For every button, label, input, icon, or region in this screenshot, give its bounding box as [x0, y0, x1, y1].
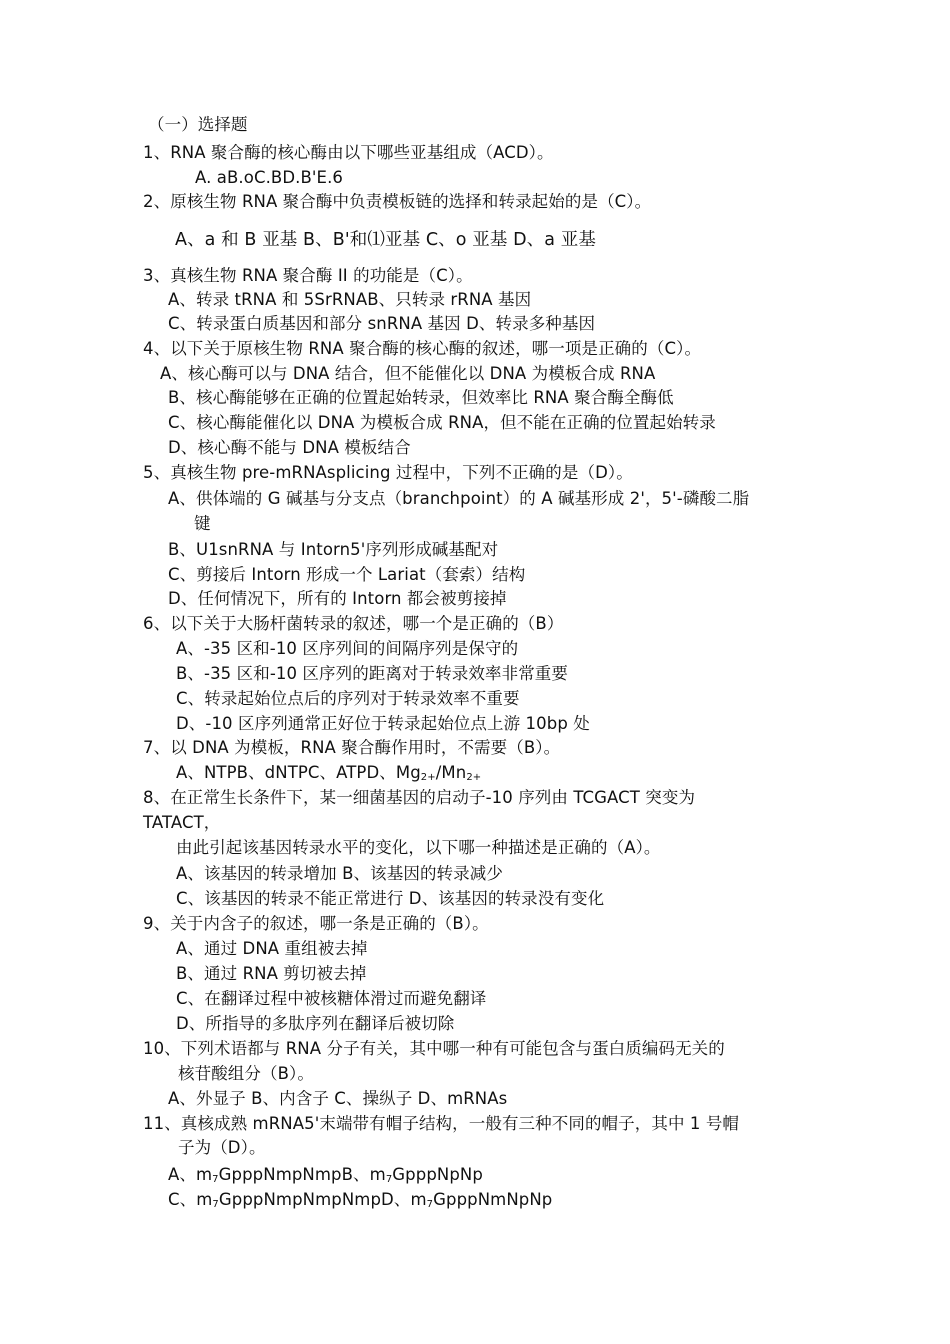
- q10-stem-line1: 10、下列术语都与 RNA 分子有关，其中哪一种有可能包含与蛋白质编码无关的: [143, 1039, 725, 1058]
- q11-stem-line1: 11、真核成熟 mRNA5'末端带有帽子结构，一般有三种不同的帽子，其中 1 号帽: [143, 1114, 740, 1133]
- q7-options-sup1: 2+: [420, 772, 436, 783]
- q9-option-d: D、所指导的多肽序列在翻译后被切除: [176, 1014, 455, 1033]
- q7-options: [176, 761, 481, 788]
- q8-options-line1: A、该基因的转录增加 B、该基因的转录减少: [176, 864, 503, 883]
- q5-option-a-line1: A、供体端的 G 碱基与分支点（branchpoint）的 A 碱基形成 2'，5'-磷酸二脂: [168, 489, 750, 508]
- q1-options: A. aB.oC.BD.B'E.6: [195, 168, 344, 187]
- q7-options-main: A、NTPB、dNTPC、ATPD、Mg: [176, 763, 421, 782]
- q6-option-d: D、-10 区序列通常正好位于转录起始位点上游 10bp 处: [176, 714, 590, 733]
- q8-stem-line1: 8、在正常生长条件下，某一细菌基因的启动子-10 序列由 TCGACT 突变为: [143, 788, 696, 807]
- q2-options: A、a 和 B 亚基 B、B'和⑴亚基 C、o 亚基 D、a 亚基: [175, 230, 596, 250]
- q7-stem: 7、以 DNA 为模板，RNA 聚合酶作用时，不需要（B）。: [143, 738, 561, 757]
- q11-options-line2: [168, 1188, 552, 1215]
- q11-opt1-a: A、m: [168, 1165, 213, 1184]
- q8-stem-line3: 由此引起该基因转录水平的变化，以下哪一种描述是正确的（A）。: [176, 838, 661, 857]
- q5-stem: 5、真核生物 pre-mRNAsplicing 过程中，下列不正确的是（D）。: [143, 463, 633, 482]
- q9-stem: 9、关于内含子的叙述，哪一条是正确的（B）。: [143, 914, 489, 933]
- q9-option-c: C、在翻译过程中被核糖体滑过而避免翻译: [176, 989, 487, 1008]
- q11-opt1-b: GpppNmpNmpB、m: [218, 1165, 386, 1184]
- q10-options: A、外显子 B、内含子 C、操纵子 D、mRNAs: [168, 1089, 508, 1108]
- q3-options-line1: A、转录 tRNA 和 5SrRNAB、只转录 rRNA 基因: [168, 290, 532, 309]
- section-title: （一）选择题: [148, 115, 248, 134]
- q11-opt2-c: GpppNmNpNp: [433, 1190, 553, 1209]
- q4-stem: 4、以下关于原核生物 RNA 聚合酶的核心酶的叙述，哪一项是正确的（C）。: [143, 339, 702, 358]
- q4-option-b: B、核心酶能够在正确的位置起始转录，但效率比 RNA 聚合酶全酶低: [168, 388, 674, 407]
- q11-options-line1: [168, 1163, 483, 1190]
- q9-option-b: B、通过 RNA 剪切被去掉: [176, 964, 367, 983]
- q8-stem-line2: TATACT，: [143, 813, 221, 832]
- q6-option-c: C、转录起始位点后的序列对于转录效率不重要: [176, 689, 520, 708]
- q11-opt2-sub1: 7: [212, 1199, 219, 1210]
- q1-stem: 1、RNA 聚合酶的核心酶由以下哪些亚基组成（ACD）。: [143, 143, 554, 162]
- q11-opt2-a: C、m: [168, 1190, 213, 1209]
- q8-options-line2: C、该基因的转录不能正常进行 D、该基因的转录没有变化: [176, 889, 605, 908]
- q5-option-a-line2: 键: [194, 514, 211, 533]
- q2-stem: 2、原核生物 RNA 聚合酶中负责模板链的选择和转录起始的是（C）。: [143, 192, 652, 211]
- q5-option-c: C、剪接后 Intorn 形成一个 Lariat（套索）结构: [168, 565, 526, 584]
- q6-stem: 6、以下关于大肠杆菌转录的叙述，哪一个是正确的（B）: [143, 614, 564, 633]
- q11-opt1-sub2: 7: [385, 1174, 393, 1185]
- q4-option-d: D、核心酶不能与 DNA 模板结合: [168, 438, 411, 457]
- q7-options-sup2: 2+: [466, 772, 482, 783]
- q11-stem-line2: 子为（D）。: [178, 1138, 266, 1157]
- q6-option-a: A、-35 区和-10 区序列间的间隔序列是保守的: [176, 639, 519, 658]
- q11-opt2-b: GpppNmpNmpNmpD、m: [218, 1190, 427, 1209]
- q10-stem-line2: 核苷酸组分（B）。: [178, 1064, 314, 1083]
- q3-options-line2: C、转录蛋白质基因和部分 snRNA 基因 D、转录多种基因: [168, 314, 596, 333]
- q5-option-b: B、U1snRNA 与 Intorn5'序列形成碱基配对: [168, 540, 499, 559]
- q4-option-c: C、核心酶能催化以 DNA 为模板合成 RNA，但不能在正确的位置起始转录: [168, 413, 716, 432]
- q4-option-a: A、核心酶可以与 DNA 结合，但不能催化以 DNA 为模板合成 RNA: [160, 364, 656, 383]
- q7-options-mid: /Mn: [435, 763, 467, 782]
- q11-opt2-sub2: 7: [426, 1199, 434, 1210]
- q5-option-d: D、任何情况下，所有的 Intorn 都会被剪接掉: [168, 589, 507, 608]
- q6-option-b: B、-35 区和-10 区序列的距离对于转录效率非常重要: [176, 664, 569, 683]
- q11-opt1-sub1: 7: [212, 1174, 219, 1185]
- q9-option-a: A、通过 DNA 重组被去掉: [176, 939, 368, 958]
- q11-opt1-c: GpppNpNp: [392, 1165, 483, 1184]
- q3-stem: 3、真核生物 RNA 聚合酶 II 的功能是（C）。: [143, 266, 473, 285]
